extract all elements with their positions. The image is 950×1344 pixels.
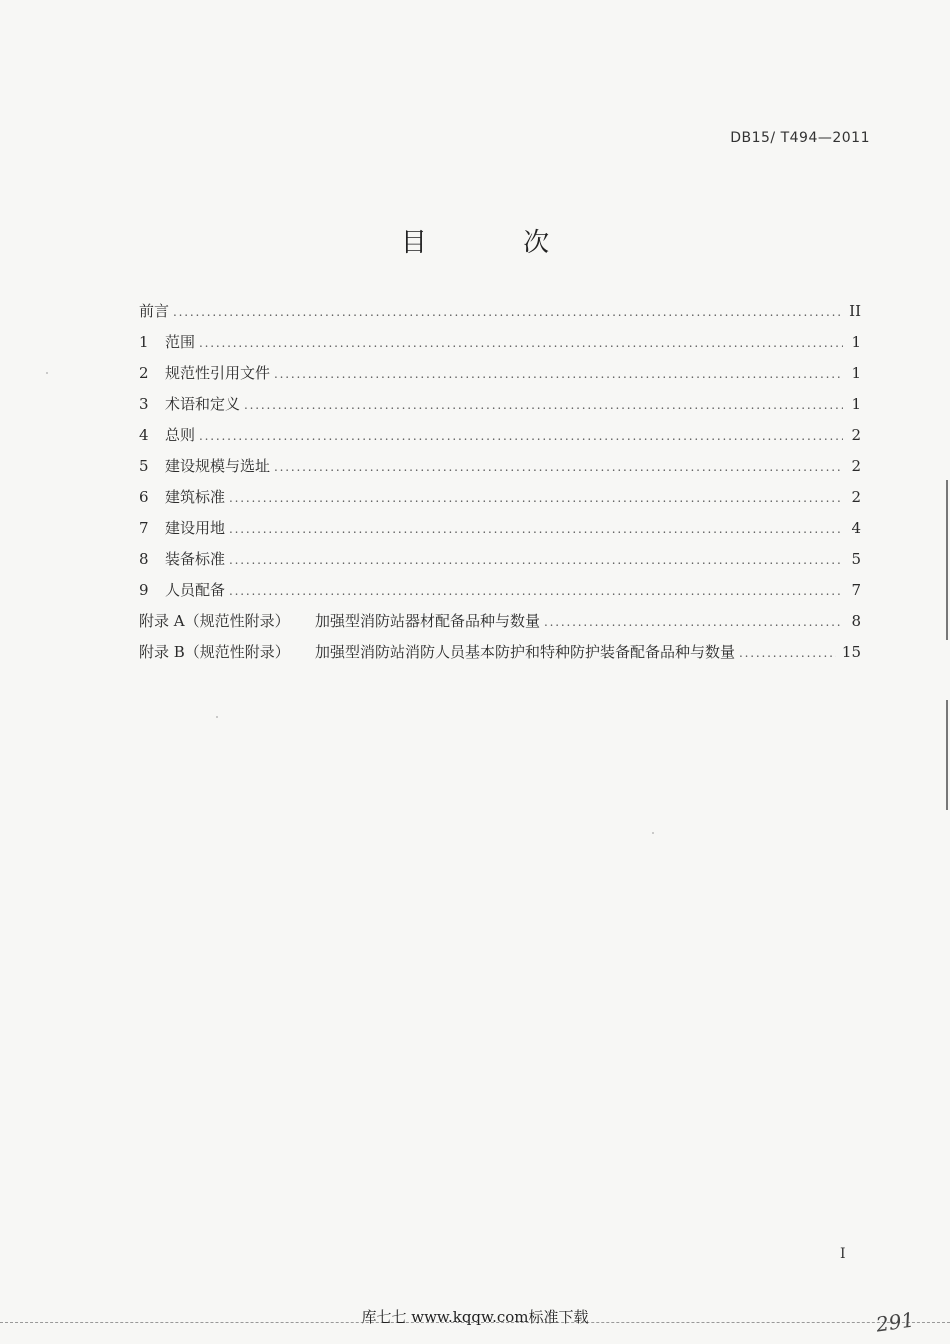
toc-entry-6[interactable] xyxy=(139,482,861,513)
toc-entry-appendix-a[interactable] xyxy=(139,606,861,637)
toc-entry-foreword[interactable] xyxy=(139,296,861,327)
toc-leader-dots xyxy=(739,638,836,669)
toc-entry-number: 9 xyxy=(139,581,149,599)
toc-entry-label: 总则 xyxy=(165,426,196,444)
toc-entry-page: II xyxy=(849,302,861,320)
toc-entry-page: 5 xyxy=(851,550,861,568)
toc-entry-page: 2 xyxy=(851,426,861,444)
toc-entry-page: 1 xyxy=(851,333,861,351)
toc-entry-number: 2 xyxy=(139,364,149,382)
toc-entry-number: 8 xyxy=(139,550,149,568)
scan-speck xyxy=(652,832,654,834)
toc-entry-label: 建设用地 xyxy=(165,519,226,537)
toc-entry-page: 1 xyxy=(851,364,861,382)
toc-leader-dots xyxy=(229,514,843,545)
toc-entry-4[interactable] xyxy=(139,420,861,451)
toc-entry-page: 2 xyxy=(851,457,861,475)
scan-speck xyxy=(216,716,218,718)
toc-entry-page: 15 xyxy=(841,643,861,661)
toc-entry-number: 4 xyxy=(139,426,149,444)
toc-entry-number: 3 xyxy=(139,395,149,413)
toc-title: 目 次 xyxy=(400,228,594,258)
toc-entry-page: 7 xyxy=(851,581,861,599)
toc-entry-page: 8 xyxy=(851,612,861,630)
toc-entry-page: 4 xyxy=(851,519,861,537)
toc-leader-dots xyxy=(229,545,843,576)
toc-entry-number: 6 xyxy=(139,488,149,506)
toc-entry-number: 1 xyxy=(139,333,149,351)
toc-leader-dots xyxy=(173,297,843,328)
toc-entry-label: 建筑标准 xyxy=(165,488,226,506)
toc-entry-label: 范围 xyxy=(165,333,196,351)
toc-appendix-prefix: 附录 B（规范性附录） xyxy=(139,643,290,661)
toc-entry-9[interactable] xyxy=(139,575,861,606)
toc-entry-label: 加强型消防站器材配备品种与数量 xyxy=(315,612,541,630)
toc-entry-label: 加强型消防站消防人员基本防护和特种防护装备配备品种与数量 xyxy=(315,643,736,661)
toc-leader-dots xyxy=(244,390,843,421)
toc-entry-page: 1 xyxy=(851,395,861,413)
scan-speck xyxy=(46,372,48,374)
standard-code: DB15/ T494—2011 xyxy=(730,130,870,146)
toc-leader-dots xyxy=(229,576,843,607)
toc-leader-dots xyxy=(229,483,843,514)
toc-entry-label: 规范性引用文件 xyxy=(165,364,271,382)
toc-leader-dots xyxy=(199,328,843,359)
toc-entry-label: 装备标准 xyxy=(165,550,226,568)
footer-watermark: 库七七 www.kqqw.com标准下载 xyxy=(361,1308,589,1326)
toc-entry-2[interactable] xyxy=(139,358,861,389)
toc-entry-3[interactable] xyxy=(139,389,861,420)
toc-entry-label: 人员配备 xyxy=(165,581,226,599)
toc-entry-number: 7 xyxy=(139,519,149,537)
scan-edge-mark xyxy=(946,700,948,810)
toc-entry-1[interactable] xyxy=(139,327,861,358)
toc-entry-8[interactable] xyxy=(139,544,861,575)
page-number: I xyxy=(840,1246,846,1262)
scan-edge-mark xyxy=(946,480,948,640)
toc-leader-dots xyxy=(274,359,843,390)
toc-entry-5[interactable] xyxy=(139,451,861,482)
toc-entry-label: 术语和定义 xyxy=(165,395,241,413)
toc-entry-appendix-b[interactable] xyxy=(139,637,861,668)
table-of-contents xyxy=(139,296,861,668)
toc-leader-dots xyxy=(544,607,843,638)
toc-entry-label: 建设规模与选址 xyxy=(165,457,271,475)
toc-entry-page: 2 xyxy=(851,488,861,506)
toc-entry-7[interactable] xyxy=(139,513,861,544)
toc-entry-number: 5 xyxy=(139,457,149,475)
toc-leader-dots xyxy=(199,421,843,452)
toc-leader-dots xyxy=(274,452,843,483)
toc-appendix-prefix: 附录 A（规范性附录） xyxy=(139,612,290,630)
handwritten-note: 291 xyxy=(874,1307,916,1337)
toc-entry-label: 前言 xyxy=(139,302,170,320)
